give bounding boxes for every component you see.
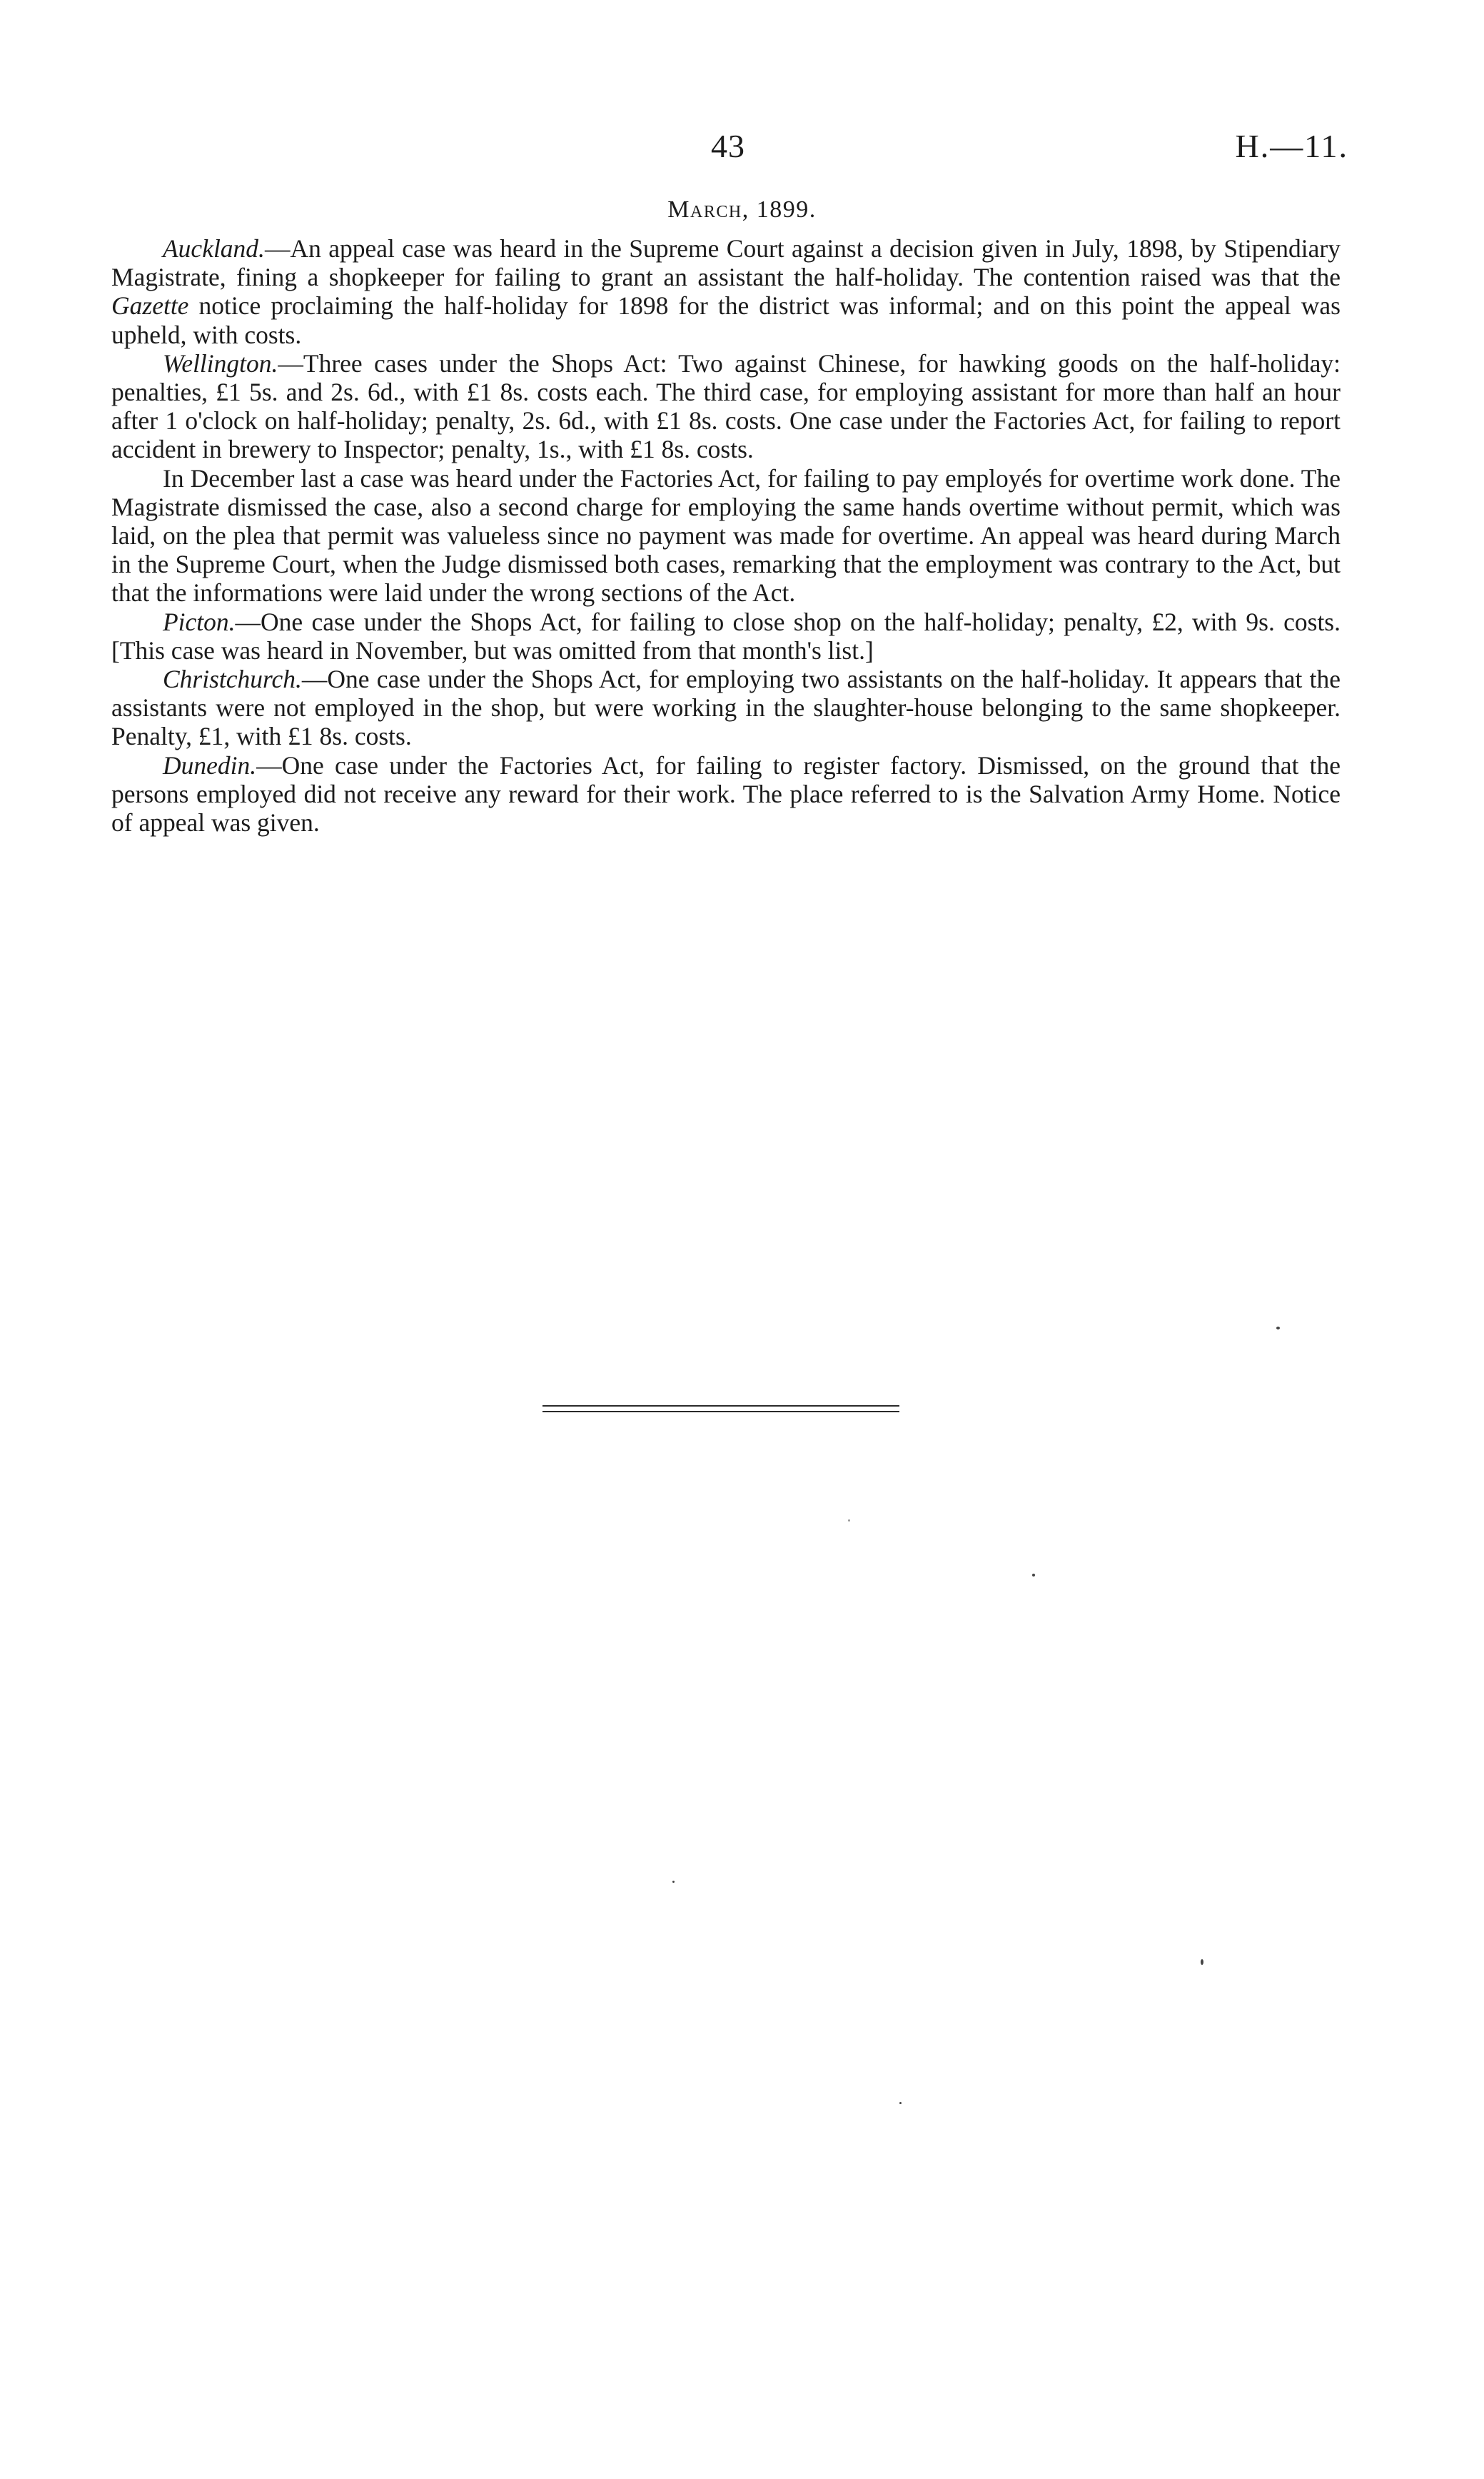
document-reference: H.—11. (1235, 128, 1348, 164)
paragraph-text: —One case under the Shops Act, for employing two assistants on the half-holiday. It appears that the assistants were not employed in the shop, but were working in the slaughter-house belonging to the same shopkeeper. Penalty, £1, with £1 8s. costs. (111, 665, 1341, 751)
scan-speck (1032, 1574, 1035, 1577)
scan-speck (1276, 1327, 1280, 1329)
paragraph-text-continued: notice proclaiming the half-holiday for 1898 for the district was informal; and on this point the appeal was upheld, with costs. (111, 291, 1341, 349)
place-name: Wellington. (163, 348, 278, 378)
paragraph-auckland (111, 234, 1341, 349)
divider-line (542, 1405, 899, 1407)
body-text (111, 234, 1341, 837)
italic-term: Gazette (111, 291, 189, 321)
paragraph-text: In December last a case was heard under the Factories Act, for failing to pay employés for overtime work done. The Magistrate dismissed the case, also a second charge for employing the same hands overtime without permit, which was laid, on the plea that permit was valueless since no payment was made for overtime. An appeal was heard during March in the Supreme Court, when the Judge dismissed both cases, remarking that the employment was contrary to the Act, but that the informations were laid under the wrong sections of the Act. (111, 463, 1341, 608)
scan-speck (848, 1519, 850, 1522)
place-name: Picton. (163, 607, 236, 636)
place-name: Christchurch. (163, 665, 302, 694)
paragraph-text: —One case under the Shops Act, for failing to close shop on the half-holiday; penalty, £2, with 9s. costs. [This case was heard in November, but was omitted from that month's list.] (111, 607, 1341, 665)
section-heading: March, 1899. (667, 196, 817, 223)
paragraph-text: —Three cases under the Shops Act: Two against Chinese, for hawking goods on the half-holiday: penalties, £1 5s. and 2s. 6d., with £1 8s. costs each. The third case, for employing assistant for more than half an hour after 1 o'clock on half-holiday; penalty, 2s. 6d., with £1 8s. costs. One case under the Factories Act, for failing to report accident in brewery to Inspector; penalty, 1s., with £1 8s. costs. (111, 348, 1341, 464)
paragraph-text: —An appeal case was heard in the Supreme Court against a decision given in July, 1898, by Stipendiary Magistrate, fining a shopkeeper for failing to grant an assistant the half-holiday. The contention raised was that the (111, 234, 1341, 292)
divider-line (542, 1411, 899, 1412)
paragraph-december-case (111, 464, 1341, 608)
scan-speck (1201, 1959, 1203, 1965)
paragraph-dunedin (111, 751, 1341, 838)
place-name: Dunedin. (163, 750, 257, 780)
paragraph-christchurch (111, 665, 1341, 751)
paragraph-picton (111, 608, 1341, 665)
section-end-rule (542, 1405, 899, 1412)
page-number: 43 (711, 128, 745, 164)
paragraph-text: —One case under the Factories Act, for failing to register factory. Dismissed, on the ground that the persons employed did not receive any reward for their work. The place referred to is the Salvation Army Home. Notice of appeal was given. (111, 750, 1341, 838)
scan-speck (672, 1881, 675, 1883)
place-name: Auckland. (163, 234, 265, 263)
scan-speck (899, 2102, 902, 2104)
paragraph-wellington (111, 349, 1341, 464)
